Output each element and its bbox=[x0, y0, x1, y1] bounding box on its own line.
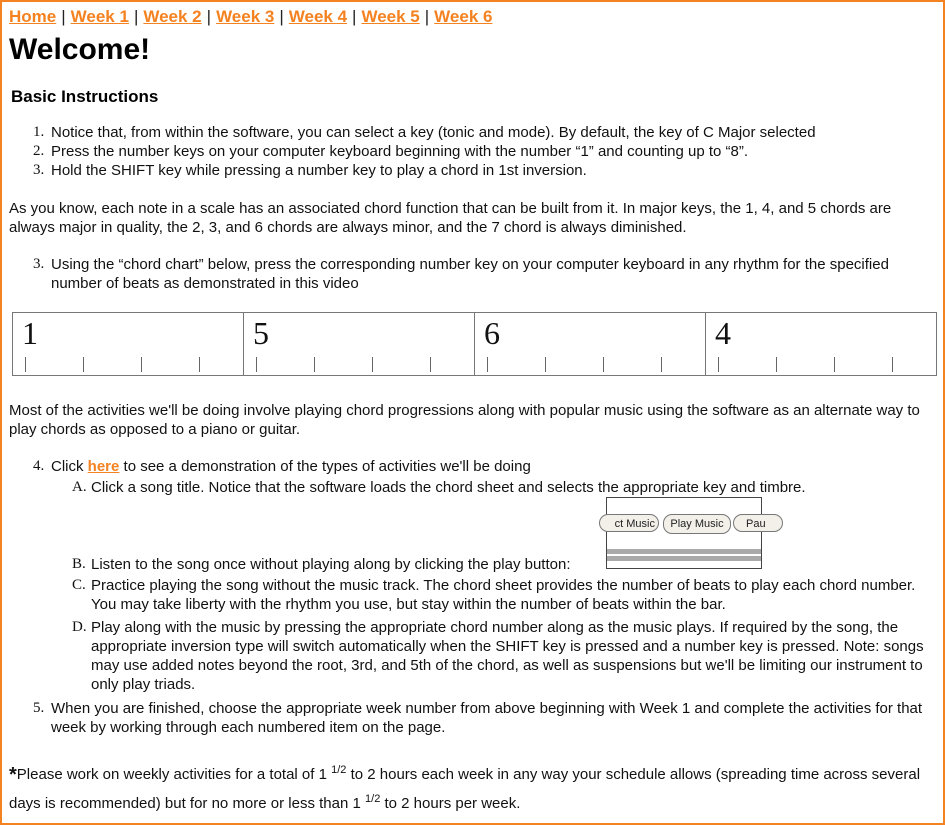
list-item-text: Press the number keys on your computer keyboard beginning with the number “1” and counting up to “8”. bbox=[51, 143, 749, 160]
beat-tick bbox=[372, 357, 373, 372]
beat-tick bbox=[314, 357, 315, 372]
list-item bbox=[9, 123, 935, 142]
pause-button[interactable]: Pau bbox=[733, 514, 783, 532]
nav-separator: | bbox=[424, 7, 430, 26]
chord-number: 1 bbox=[22, 315, 38, 351]
sub-list-item bbox=[9, 555, 935, 574]
page-content bbox=[9, 6, 935, 812]
sub-list-item bbox=[9, 576, 935, 614]
sub-list-letter: A. bbox=[72, 479, 87, 495]
activities-paragraph: Most of the activities we'll be doing involve playing chord progressions along with popular music using the software as an alternate way to play chords as opposed to a piano or guitar. bbox=[9, 402, 920, 438]
beat-tick bbox=[834, 357, 835, 372]
sub-list-letter: D. bbox=[72, 619, 87, 635]
chord-number: 4 bbox=[715, 315, 731, 351]
list-item bbox=[9, 699, 935, 737]
list-item-text: Notice that, from within the software, you can select a key (tonic and mode). By default, the key of C Major selected bbox=[51, 124, 816, 141]
beat-tick bbox=[256, 357, 257, 372]
list-number: 1. bbox=[33, 124, 45, 140]
list-item bbox=[9, 142, 935, 161]
nav-link-week-3[interactable]: Week 3 bbox=[216, 7, 275, 26]
demo-link[interactable]: here bbox=[87, 458, 120, 475]
play-music-button[interactable]: Play Music bbox=[663, 514, 731, 534]
player-divider bbox=[607, 549, 761, 554]
nav-separator: | bbox=[206, 7, 212, 26]
chord-bar bbox=[13, 313, 244, 375]
list-item-text: Hold the SHIFT key while pressing a number key to play a chord in 1st inversion. bbox=[51, 162, 587, 179]
chord-number: 6 bbox=[484, 315, 500, 351]
sub-list-letter: B. bbox=[72, 556, 86, 572]
beat-tick bbox=[661, 357, 662, 372]
list-item-text: to see a demonstration of the types of activities we'll be doing bbox=[119, 458, 531, 475]
beat-tick bbox=[199, 357, 200, 372]
nav-separator: | bbox=[133, 7, 139, 26]
list-number: 3. bbox=[33, 162, 45, 178]
instruction-list bbox=[9, 123, 935, 180]
footnote-asterisk: * bbox=[9, 764, 17, 786]
music-player-screenshot bbox=[606, 497, 766, 569]
section-heading: Basic Instructions bbox=[11, 87, 159, 106]
list-item-text: Click bbox=[51, 458, 88, 475]
beat-tick bbox=[603, 357, 604, 372]
list-number: 4. bbox=[33, 458, 45, 474]
beat-tick bbox=[430, 357, 431, 372]
sub-list-text: Click a song title. Notice that the software loads the chord sheet and selects the appropriate key and timbre. bbox=[91, 479, 806, 496]
beat-tick bbox=[141, 357, 142, 372]
sub-list-letter: C. bbox=[72, 577, 86, 593]
page-title: Welcome! bbox=[9, 33, 151, 66]
list-number: 5. bbox=[33, 700, 45, 716]
footnote-text: to 2 hours each week in any way your schedule allows (spreading time across several days is recommended) but for no more or less than 1 bbox=[9, 766, 921, 812]
nav-link-week-4[interactable]: Week 4 bbox=[288, 7, 348, 26]
nav-separator: | bbox=[279, 7, 284, 26]
chord-bar bbox=[706, 313, 936, 375]
nav-separator: | bbox=[352, 7, 357, 26]
footnote bbox=[9, 758, 935, 816]
nav-link-home[interactable]: Home bbox=[9, 7, 57, 26]
list-number: 2. bbox=[33, 143, 45, 159]
beat-tick bbox=[83, 357, 84, 372]
nav-link-week-1[interactable]: Week 1 bbox=[70, 7, 129, 26]
chord-bar bbox=[475, 313, 706, 375]
footnote-text: Please work on weekly activities for a total of 1 bbox=[16, 766, 332, 783]
select-music-button[interactable]: ct Music bbox=[599, 514, 659, 532]
nav-separator: | bbox=[61, 7, 66, 26]
beat-tick bbox=[776, 357, 777, 372]
player-divider bbox=[607, 556, 761, 561]
sub-list-item bbox=[9, 618, 935, 694]
list-item-text: When you are finished, choose the appropriate week number from above beginning with Week 1 and complete the activities for that week by working through each numbered item on the page. bbox=[51, 700, 923, 736]
chord-number: 5 bbox=[253, 315, 269, 351]
beat-tick bbox=[545, 357, 546, 372]
chord-bar bbox=[244, 313, 475, 375]
nav-link-week-6[interactable]: Week 6 bbox=[434, 7, 493, 26]
beat-tick bbox=[487, 357, 488, 372]
chord-function-paragraph: As you know, each note in a scale has an associated chord function that can be built from it. In major keys, the 1, 4, and 5 chords are always major in quality, the 2, 3, and 6 chords are always minor, and the 7 chord is always diminished. bbox=[9, 200, 892, 236]
footnote-text: to 2 hours per week. bbox=[380, 795, 521, 812]
sub-list-text: Play along with the music by pressing the appropriate chord number along as the music plays. If required by the song, the appropriate inversion type will switch automatically when the SHIFT key is pressed and a number key is pressed. Note: songs may use added notes beyond the root, 3rd, and 5th of the chord, as well as suspensions but we'll be limiting our instrument to only play triads. bbox=[91, 619, 924, 693]
fraction-superscript: 1/2 bbox=[331, 764, 347, 776]
sub-list-text: Practice playing the song without the music track. The chord sheet provides the number of beats to play each chord number. You may take liberty with the rhythm you use, but stay within the number of beats within the bar. bbox=[91, 577, 916, 613]
sub-list-item bbox=[9, 478, 935, 497]
list-item-text: Using the “chord chart” below, press the corresponding number key on your computer keyboard in any rhythm for the specified number of beats as demonstrated in this video bbox=[51, 256, 889, 292]
list-item bbox=[9, 161, 935, 180]
nav-link-week-2[interactable]: Week 2 bbox=[143, 7, 202, 26]
list-item bbox=[9, 255, 935, 293]
list-item bbox=[9, 457, 935, 476]
fraction-superscript: 1/2 bbox=[365, 793, 381, 805]
beat-tick bbox=[25, 357, 26, 372]
chord-chart bbox=[12, 312, 937, 376]
week-navigation bbox=[9, 6, 935, 28]
beat-tick bbox=[718, 357, 719, 372]
beat-tick bbox=[892, 357, 893, 372]
nav-link-week-5[interactable]: Week 5 bbox=[361, 7, 420, 26]
sub-list-text: Listen to the song once without playing along by clicking the play button: bbox=[91, 556, 571, 573]
list-number: 3. bbox=[33, 256, 45, 272]
